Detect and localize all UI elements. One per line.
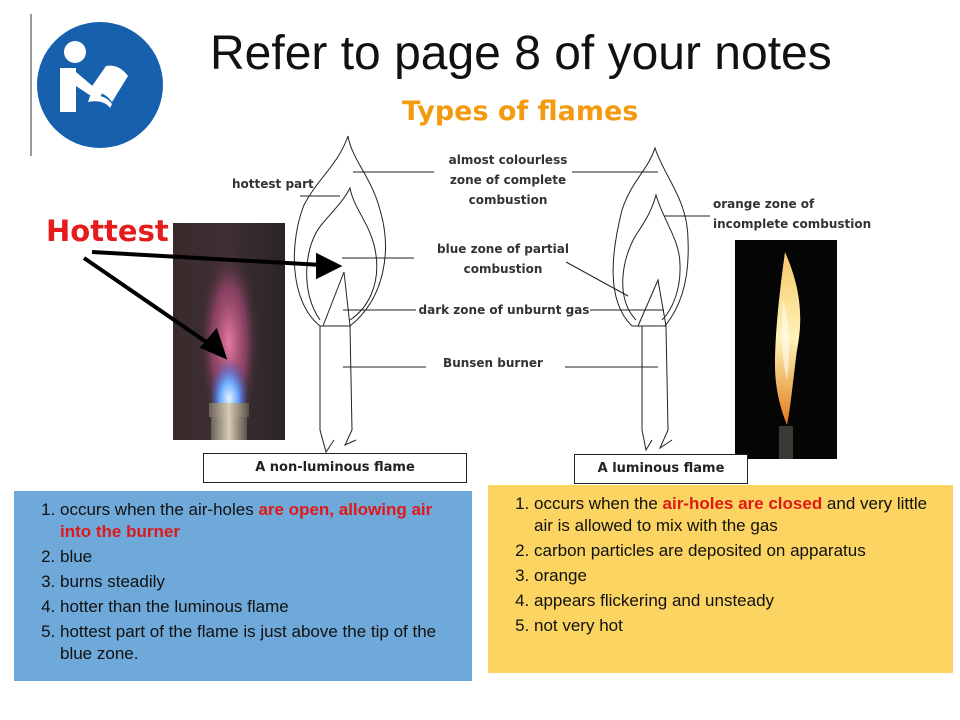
luminous-properties-list [500, 493, 941, 637]
list-item: 3. orange [534, 565, 941, 587]
label-orange-line1: orange zone of [713, 197, 815, 211]
caption-non-luminous: A non-luminous flame [203, 453, 467, 483]
label-colourless-line3: combustion [468, 193, 548, 207]
hottest-callout: Hottest [46, 214, 169, 248]
label-orange-zone [713, 194, 871, 234]
label-colourless-line1: almost colourless [448, 153, 568, 167]
caption-luminous: A luminous flame [574, 454, 748, 484]
list-item: 1. occurs when the air-holes are open, allowing air into the burner [60, 499, 460, 543]
luminous-flame-outline [613, 148, 688, 450]
list-item: 2. blue [60, 546, 460, 568]
label-colourless-zone [438, 150, 578, 210]
page-subtitle: Types of flames [402, 96, 639, 127]
list-item: 3. burns steadily [60, 571, 460, 593]
label-dark-zone: dark zone of unburnt gas [418, 303, 590, 317]
hottest-arrows [84, 252, 338, 356]
highlight-text: air-holes are closed [662, 494, 823, 513]
highlight-text: are open, allowing air into the burner [60, 500, 433, 541]
label-blue-zone [430, 239, 576, 279]
label-colourless-line2: zone of complete [449, 173, 567, 187]
list-item: 1. occurs when the air-holes are closed and very little air is allowed to mix with the gas [534, 493, 941, 537]
non-luminous-properties-panel [14, 491, 472, 681]
luminous-properties-panel [488, 485, 953, 673]
label-blue-line2: combustion [463, 262, 543, 276]
label-bunsen-burner: Bunsen burner [443, 356, 543, 370]
list-item: 4. hotter than the luminous flame [60, 596, 460, 618]
list-item: 4. appears flickering and unsteady [534, 590, 941, 612]
label-blue-line1: blue zone of partial [437, 242, 569, 256]
label-hottest-part: hottest part [232, 177, 314, 191]
label-orange-line2: incomplete combustion [713, 217, 872, 231]
list-item: 5. hottest part of the flame is just above the tip of the blue zone. [60, 621, 460, 665]
page-title: Refer to page 8 of your notes [210, 27, 832, 80]
list-item: 5. not very hot [534, 615, 941, 637]
non-luminous-properties-list [26, 499, 460, 665]
list-item: 2. carbon particles are deposited on apparatus [534, 540, 941, 562]
